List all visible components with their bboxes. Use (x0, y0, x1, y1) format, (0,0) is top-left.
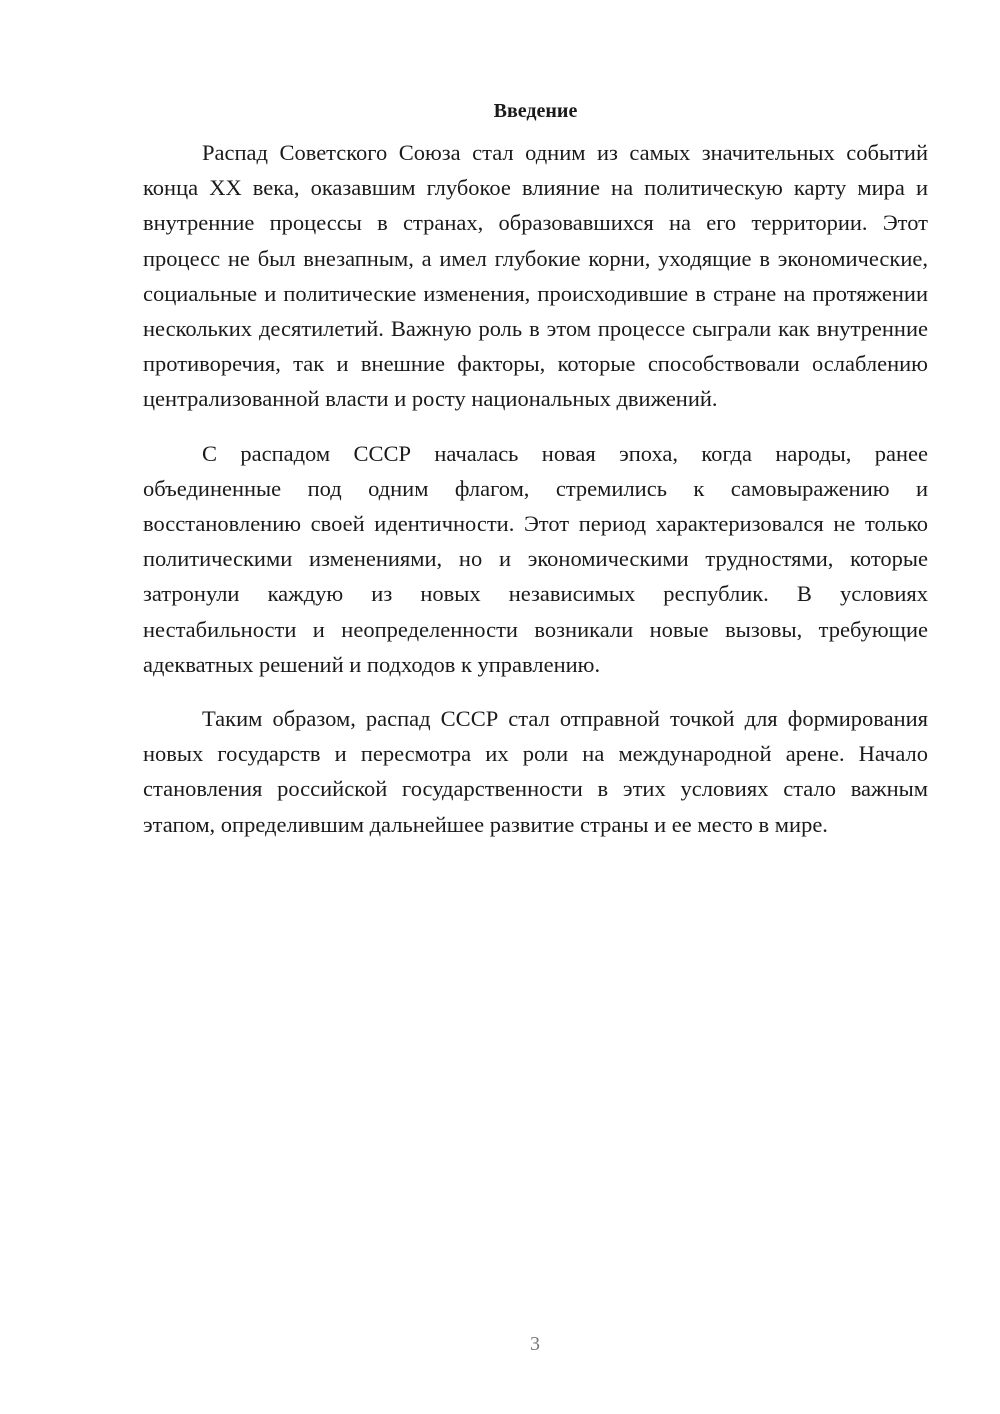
paragraph-1: Распад Советского Союза стал одним из самых значительных событий конца XX века, оказавшим глубокое влияние на политическую карту мира и внутренние процессы в странах, образовавшихся на его территории. Этот процесс не был внезапным, а имел глубокие корни, уходящие в экономические, социальные и политические изменения, происходившие в стране на протяжении нескольких десятилетий. Важную роль в этом процессе сыграли как внутренние противоречия, так и внешние факторы, которые способствовали ослаблению централизованной власти и росту национальных движений. (143, 140, 928, 412)
paragraph-3: Таким образом, распад СССР стал отправной точкой для формирования новых государств и пересмотра их роли на международной арене. Начало становления российской государственности в этих условиях стало важным этапом, определившим дальнейшее развитие страны и ее место в мире. (143, 706, 928, 837)
page-number: 3 (530, 1333, 540, 1355)
section-heading: Введение (493, 100, 578, 122)
paragraph-2: С распадом СССР началась новая эпоха, когда народы, ранее объединенные под одним флагом, стремились к самовыражению и восстановлению своей идентичности. Этот период характеризовался не только политическими изменениями, но и экономическими трудностями, которые затронули каждую из новых независимых республик. В условиях нестабильности и неопределенности возникали новые вызовы, требующие адекватных решений и подходов к управлению. (143, 440, 928, 677)
document-body (143, 97, 928, 861)
